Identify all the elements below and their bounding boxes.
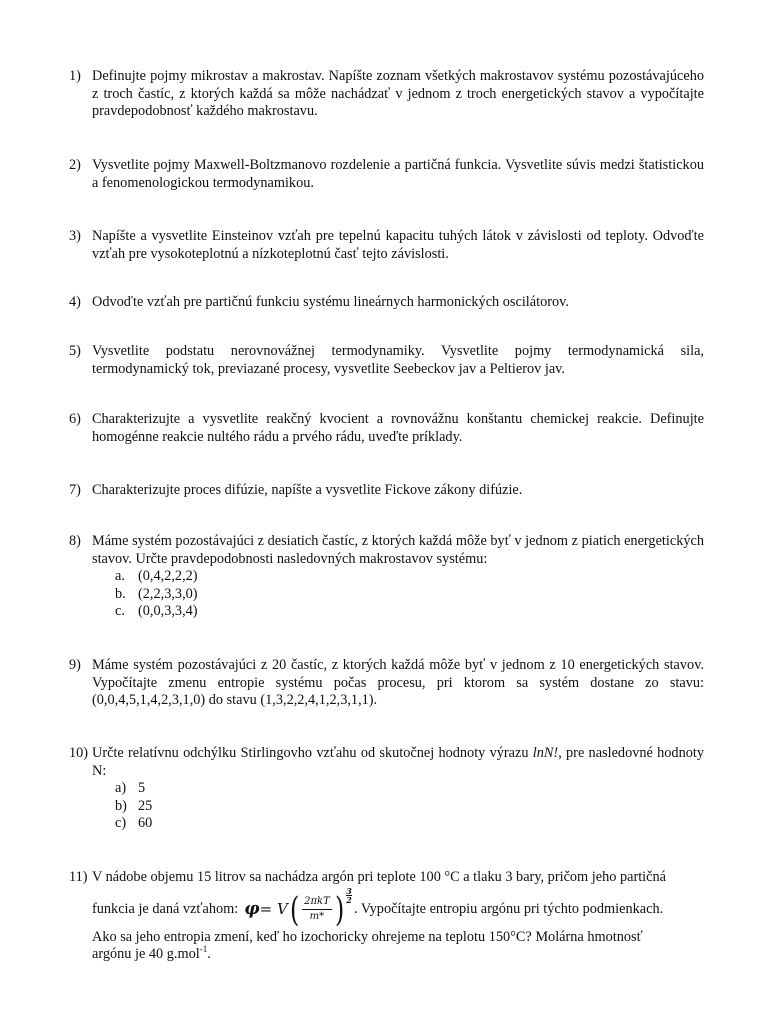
option-value: 5: [138, 780, 146, 797]
question-1: [69, 68, 704, 121]
question-number: 3): [69, 228, 81, 244]
option-a: [115, 568, 704, 586]
question-number: 1): [69, 68, 81, 84]
question-text: Vysvetlite pojmy Maxwell-Boltzmanovo rozdelenie a partičná funkcia. Vysvetlite súvis medzi štatistickou a fenomenologickou termodynamikou.: [92, 157, 704, 191]
option-value: 25: [138, 797, 153, 814]
formula-line: [92, 885, 704, 930]
question-7: [69, 482, 704, 500]
option-value: (0,0,3,3,4): [138, 603, 198, 620]
option-value: (2,2,3,3,0): [138, 585, 198, 602]
option-b: [115, 586, 704, 604]
exponent-numerator: 3: [346, 885, 352, 896]
formula-lhs: φ: [244, 898, 260, 919]
question-3: [69, 228, 704, 263]
option-label: c): [115, 815, 127, 832]
question-9: [69, 657, 704, 710]
question-number: 11): [69, 869, 88, 885]
formula-suffix: . Vypočítajte entropiu argónu pri týchto podmienkach.: [354, 900, 664, 917]
question-text-line: [92, 946, 704, 964]
fraction-numerator: 2πkT: [302, 896, 332, 910]
formula-eq: = V: [259, 899, 288, 918]
option-label: c.: [115, 603, 125, 620]
option-label: b): [115, 797, 127, 814]
option-c: [115, 603, 704, 621]
question-number: 5): [69, 343, 81, 359]
question-text-line: Ako sa jeho entropia zmení, keď ho izochoricky ohrejeme na teplotu 150°C? Molárna hmotnosť: [92, 928, 643, 945]
question-text: Máme systém pozostávajúci z desiatich častíc, z ktorých každá môže byť v jednom z piatich energetických stavov. Určte pravdepodobnosti nasledovných makrostavov systému:: [92, 533, 704, 567]
option-value: 60: [138, 815, 153, 832]
question-text-line: V nádobe objemu 15 litrov sa nachádza argón pri teplote 100 °C a tlaku 3 bary, pričom jeho partičná: [92, 869, 666, 885]
question-5: [69, 343, 704, 378]
question-number: 2): [69, 157, 81, 173]
left-paren: (: [289, 889, 300, 930]
formula-prefix: funkcia je daná vzťahom:: [92, 900, 239, 917]
option-b: [115, 798, 704, 816]
exponent-denominator: 2: [346, 894, 352, 905]
formula-fraction: [302, 896, 332, 923]
question-11: [69, 869, 704, 964]
option-label: b.: [115, 585, 126, 602]
question-8: [69, 533, 704, 621]
question-number: 8): [69, 533, 81, 549]
partition-function-formula: [244, 885, 352, 930]
question-text: Napíšte a vysvetlite Einsteinov vzťah pre tepelnú kapacitu tuhých látok v závislosti od teploty. Odvoďte vzťah pre vysokoteplotnú a nízkoteplotnú časť tejto závislosti.: [92, 228, 704, 262]
option-label: a.: [115, 568, 125, 585]
question-text: Vysvetlite podstatu nerovnovážnej termodynamiky. Vysvetlite pojmy termodynamická sila, termodynamický tok, previazané procesy, vysvetlite Seebeckov jav a Peltierov jav.: [92, 343, 704, 377]
option-label: a): [115, 780, 127, 797]
question-text-part: .: [207, 946, 211, 963]
question-number: 6): [69, 411, 81, 427]
question-text: Odvoďte vzťah pre partičnú funkciu systému lineárnych harmonických oscilátorov.: [92, 294, 569, 310]
question-text: Charakterizujte a vysvetlite reakčný kvocient a rovnovážnu konštantu chemickej reakcie. Definujte homogénne reakcie nultého rádu a prvého rádu, uveďte príklady.: [92, 411, 704, 445]
unit-exponent: -1: [199, 944, 208, 955]
question-text-part: Určte relatívnu odchýlku Stirlingovho vzťahu od skutočnej hodnoty výrazu: [92, 745, 533, 761]
option-value: (0,4,2,2,2): [138, 568, 198, 585]
question-4: [69, 294, 704, 312]
question-10: [69, 745, 704, 833]
right-paren: ): [334, 889, 345, 930]
question-number: 9): [69, 657, 81, 673]
question-number: 10): [69, 745, 89, 761]
question-text: Máme systém pozostávajúci z 20 častíc, z ktorých každá môže byť v jednom z 10 energetických stavov. Vypočítajte zmenu entropie systému počas procesu, pri ktorom sa systém dostane zo stavu: (0,0,4,5,1,4,2,3,1,0) do stavu (1,3,2,2,4,1,2,3,1,1).: [92, 657, 704, 709]
question-number: 4): [69, 294, 81, 310]
question-text: Definujte pojmy mikrostav a makrostav. Napíšte zoznam všetkých makrostavov systému pozostávajúceho z troch častíc, z ktorých každá sa môže nachádzať v jednom z troch energetických stavov a vypočítajte pravdepodobnosť každého makrostavu.: [92, 68, 704, 120]
formula-exponent: [346, 887, 352, 904]
question-text: [92, 745, 704, 780]
math-expression: lnN!: [532, 745, 559, 761]
question-number: 7): [69, 482, 81, 498]
question-2: [69, 157, 704, 192]
question-text: Charakterizujte proces difúzie, napíšte a vysvetlite Fickove zákony difúzie.: [92, 482, 523, 498]
question-text-part: , pre nasledovné hodnoty N:: [92, 745, 704, 779]
question-6: [69, 411, 704, 446]
fraction-denominator: m*: [309, 911, 325, 923]
option-a: [115, 780, 704, 798]
option-c: [115, 815, 704, 833]
question-text-part: argónu je 40 g.mol: [92, 946, 200, 963]
